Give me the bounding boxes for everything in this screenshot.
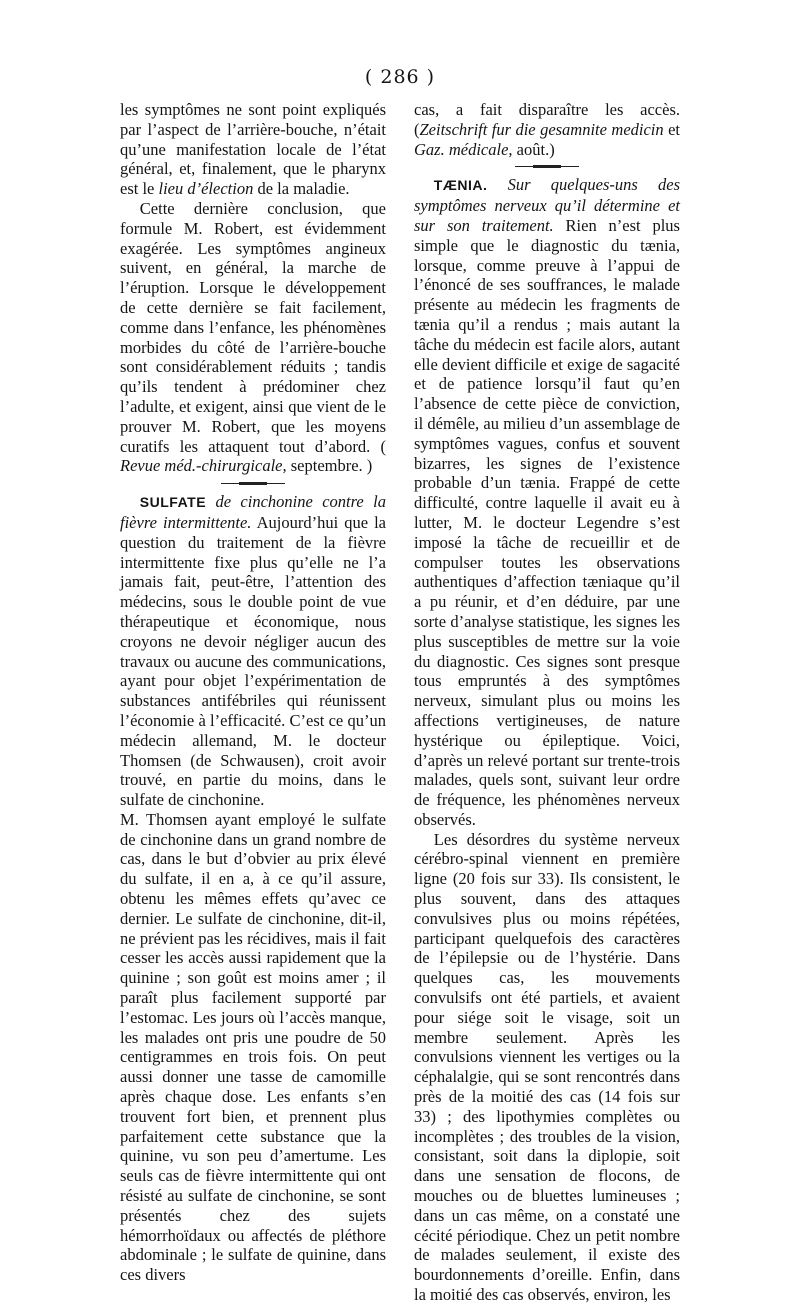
paragraph: cas, a fait disparaître les accès. (Zeitschrift fur die gesamnite medicin et Gaz. médicale, août.) xyxy=(414,100,680,159)
page-number: ( 286 ) xyxy=(364,66,436,88)
section-sulfate: SULFATE de cinchonine contre la fièvre intermittente. Aujourd’hui que la question du traitement de la fièvre intermittente fixe plus qu’elle ne l’a jamais fait, peut-être, l’attention des médecins, sous le double point de vue thérapeutique et économique, nous croyons ne devoir négliger aucun des travaux ou aucune des communications, ayant pour objet l’expérimentation de substances antifébriles qui réunissent l’économie à l’efficacité. C’est ce qu’un médecin allemand, M. le docteur Thomsen (de Schwausen), croit avoir trouvé, en partie du moins, dans le sulfate de cinchonine. xyxy=(120,492,386,810)
left-column xyxy=(120,100,386,1285)
paragraph: Les désordres du système nerveux cérébro-spinal viennent en première ligne (20 fois sur 33). Ils consistent, le plus souvent, dans des attaques convulsives plus ou moins répétées, participant quelquefois des caractères de l’épilepsie ou de l’hystérie. Dans quelques cas, les mouvements convulsifs ont été partiels, et avaient pour siége soit le visage, soit un membre seulement. Après les convulsions viennent les vertiges ou la céphalalgie, qui se sont rencontrés dans près de la moitié des cas (14 fois sur 33) ; des lipothymies complètes ou incomplètes ; des troubles de la vision, consistant, soit dans la diplopie, soit dans une sensation de flocons, de mouches ou de bluettes lumineuses ; dans un cas même, on a constaté une cécité périodique. Chez un petit nombre de malades seulement, il existe des bourdonnements d’oreille. Enfin, dans la moitié des cas observés, environ, les xyxy=(414,829,680,1305)
section-heading: TÆNIA. xyxy=(433,177,488,194)
paragraph: les symptômes ne sont point expliqués par l’aspect de l’arrière-bouche, n’était qu’une manifestation locale de l’état général, et, finalement, que le pharynx est le lieu d’élection de la maladie. xyxy=(120,100,386,199)
section-heading: SULFATE xyxy=(139,494,207,511)
section-divider xyxy=(515,165,579,168)
paragraph: Cette dernière conclusion, que formule M. Robert, est évidemment exagérée. Les symptômes angineux suivent, en général, la marche de l’éruption. Lorsque le développement de cette dernière se fait facilement, comme dans l’enfance, les phénomènes morbides du côté de l’arrière-bouche sont considérablement réduits ; tandis qu’ils tendent à prédominer chez l’adulte, et exigent, ainsi que vient de le prouver M. Robert, que les moyens curatifs les attaquent tout d’abord. ( Revue méd.-chirurgicale, septembre. ) xyxy=(120,198,386,476)
paragraph: M. Thomsen ayant employé le sulfate de cinchonine dans un grand nombre de cas, dans le but d’obvier au prix élevé du sulfate, il en a, à ce qu’il assure, obtenu les mêmes effets qu’avec ce dernier. Le sulfate de cinchonine, dit-il, ne prévient pas les récidives, mais il fait cesser les accès aussi rapidement que la quinine ; son goût est moins amer ; il paraît plus facilement supporté par l’estomac. Les jours où l’accès manque, les malades ont pris une poudre de 50 centigrammes en trois fois. On peut aussi donner une tasse de camomille après chaque dose. Les enfants s’en trouvent fort bien, et prennent plus parfaitement cette substance que la quinine, vu son peu d’amertume. Les seuls cas de fièvre intermittente qui ont résisté au sulfate de cinchonine, se sont présentés chez des sujets hémorrhoïdaux ou affectés de pléthore abdominale ; le sulfate de quinine, dans ces divers xyxy=(120,809,386,1285)
section-divider xyxy=(221,482,285,485)
right-column xyxy=(414,100,680,1305)
section-taenia: TÆNIA. Sur quelques-uns des symptômes nerveux qu’il détermine et sur son traitement. Rien n’est plus simple que le diagnostic du tænia, lorsque, comme preuve à l’appui de l’énoncé de ses souffrances, le malade présente au médecin les fragments de tænia qu’il a rendus ; mais autant la tâche du médecin est facile alors, autant elle devient difficile et exige de sagacité et de patience lorsqu’il faut qu’en l’absence de cette pièce de conviction, il démêle, au milieu d’un assemblage de symptômes vagues, confus et souvent bizarres, les signes de l’existence probable d’un tænia. Frappé de cette difficulté, contre laquelle il avait eu à lutter, M. le docteur Legendre s’est imposé la tâche de recueillir et de compulser toutes les observations authentiques d’affection tæniaque qu’il a pu réunir, et d’en déduire, par une sorte d’analyse statistique, les signes les plus susceptibles de mettre sur la voie du diagnostic. Ces signes sont presque tous empruntés à des symptômes nerveux, simulant plus ou moins les affections vertigineuses, de nature hystérique ou épileptique. Voici, d’après un relevé portant sur trente-trois malades, quels sont, suivant leur ordre de fréquence, les phénomènes nerveux observés. xyxy=(414,175,680,829)
